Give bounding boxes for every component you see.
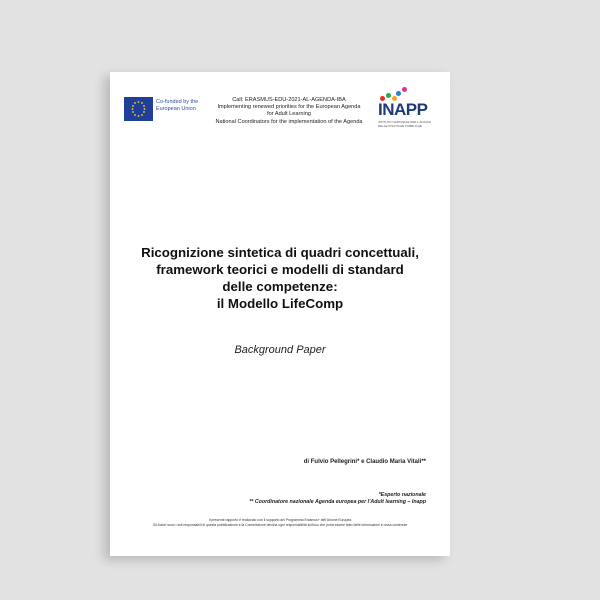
document-title [130,244,430,312]
inapp-wordmark: INAPP [378,100,428,119]
call-info [205,97,373,126]
inapp-subtitle: ISTITUTO NAZIONALE PER L'ANALISI DELLE POLITICHE PUBBLICHE [378,120,432,128]
title-line: delle competenze: [222,279,338,294]
eu-flag-icon [124,97,153,121]
authors: di Fulvio Pellegrini* e Claudio Maria Vitali** [303,459,426,465]
note-line: ** Coordinatore nazionale Agenda europea per l'Adult learning – Inapp [249,499,426,505]
disclaimer [130,518,430,527]
call-line: for Adult Learning [267,111,311,118]
logo-dot-icon [396,91,401,96]
title-line: il Modello LifeComp [216,296,344,311]
inapp-logo [378,90,440,136]
document-page [110,72,450,556]
disclaimer-line: Il presente rapporto è realizzato con il supporto del Programma Erasmus+ dell'Unione Europea [208,518,352,522]
title-line: Ricognizione sintetica di quadri concettuali, [141,245,419,260]
document-subtitle: Background Paper [234,344,326,356]
author-notes [249,492,426,506]
call-line: Call: ERASMUS-EDU-2021-AL-AGENDA-IBA [232,97,346,103]
logo-dot-icon [402,87,407,92]
logo-dot-icon [386,93,391,98]
eu-logo-text: Co-funded by the European Union [156,99,199,112]
call-line: National Coordinators for the implementation of the Agenda [215,118,363,125]
disclaimer-line: Gli Autori sono i soli responsabili di questa pubblicazione e la Commissione declina ogni responsabilità sull'uso che potrà essere fatto delle informazioni in essa contenute [152,522,408,527]
note-line: *Esperto nazionale [378,492,426,498]
call-line: Implementing renewed priorities for the European Agenda [217,104,361,111]
title-line: framework teorici e modelli di standard [156,262,404,277]
